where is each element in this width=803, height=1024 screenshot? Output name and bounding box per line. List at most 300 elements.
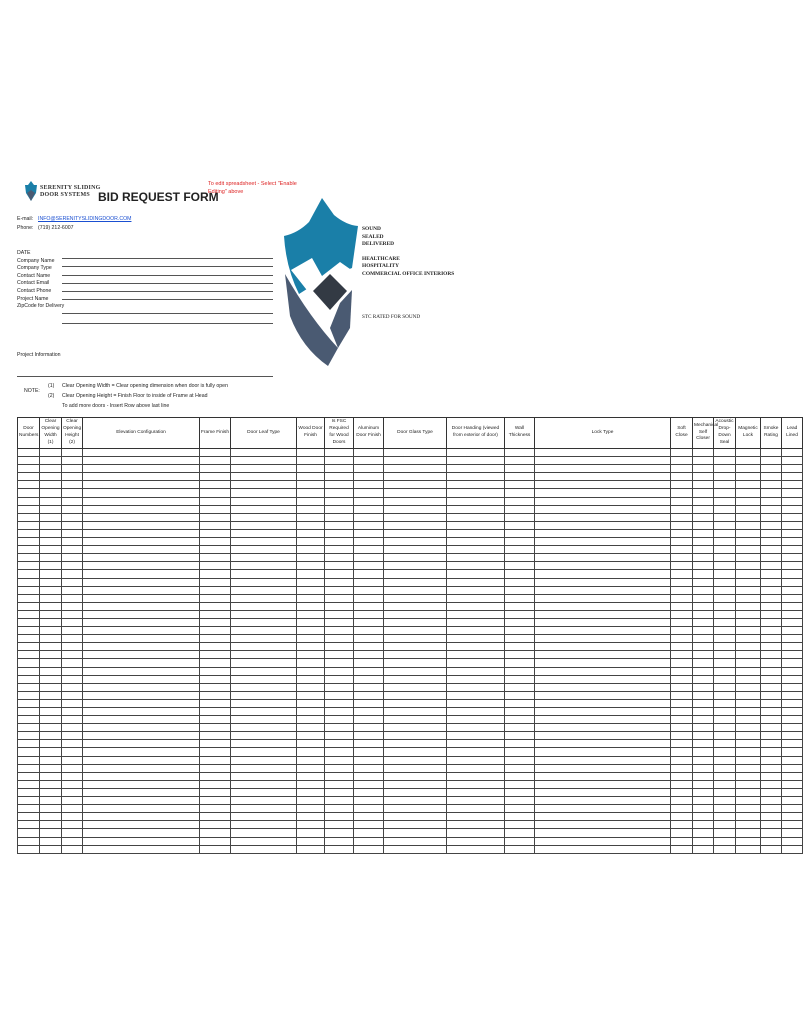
table-cell[interactable]	[62, 449, 83, 457]
table-cell[interactable]	[761, 594, 782, 602]
table-cell[interactable]	[693, 618, 714, 626]
table-cell[interactable]	[505, 772, 535, 780]
table-cell[interactable]	[297, 716, 325, 724]
table-cell[interactable]	[62, 805, 83, 813]
table-cell[interactable]	[200, 465, 231, 473]
table-cell[interactable]	[354, 546, 384, 554]
table-cell[interactable]	[535, 538, 671, 546]
table-cell[interactable]	[447, 797, 505, 805]
table-cell[interactable]	[535, 489, 671, 497]
table-cell[interactable]	[693, 683, 714, 691]
table-cell[interactable]	[18, 732, 40, 740]
table-cell[interactable]	[671, 788, 693, 796]
table-cell[interactable]	[200, 473, 231, 481]
table-cell[interactable]	[325, 716, 354, 724]
table-cell[interactable]	[782, 457, 803, 465]
table-cell[interactable]	[693, 845, 714, 853]
table-cell[interactable]	[736, 513, 761, 521]
table-cell[interactable]	[200, 732, 231, 740]
table-cell[interactable]	[535, 473, 671, 481]
table-cell[interactable]	[297, 821, 325, 829]
table-cell[interactable]	[83, 473, 200, 481]
table-cell[interactable]	[297, 829, 325, 837]
table-cell[interactable]	[782, 643, 803, 651]
table-cell[interactable]	[384, 659, 447, 667]
table-cell[interactable]	[231, 667, 297, 675]
table-cell[interactable]	[354, 481, 384, 489]
table-cell[interactable]	[535, 683, 671, 691]
table-cell[interactable]	[354, 821, 384, 829]
table-cell[interactable]	[782, 521, 803, 529]
table-cell[interactable]	[384, 724, 447, 732]
table-cell[interactable]	[761, 562, 782, 570]
table-cell[interactable]	[384, 683, 447, 691]
table-cell[interactable]	[736, 538, 761, 546]
table-cell[interactable]	[231, 829, 297, 837]
table-cell[interactable]	[384, 708, 447, 716]
table-cell[interactable]	[231, 473, 297, 481]
table-cell[interactable]	[18, 829, 40, 837]
table-cell[interactable]	[736, 821, 761, 829]
table-cell[interactable]	[231, 837, 297, 845]
table-cell[interactable]	[535, 465, 671, 473]
table-cell[interactable]	[761, 513, 782, 521]
table-cell[interactable]	[18, 756, 40, 764]
table-cell[interactable]	[297, 618, 325, 626]
table-cell[interactable]	[62, 562, 83, 570]
table-cell[interactable]	[231, 797, 297, 805]
table-cell[interactable]	[736, 497, 761, 505]
table-cell[interactable]	[782, 602, 803, 610]
table-cell[interactable]	[505, 529, 535, 537]
table-cell[interactable]	[714, 554, 736, 562]
table-cell[interactable]	[736, 772, 761, 780]
table-cell[interactable]	[40, 691, 62, 699]
table-cell[interactable]	[200, 772, 231, 780]
table-cell[interactable]	[505, 578, 535, 586]
table-cell[interactable]	[200, 780, 231, 788]
table-cell[interactable]	[18, 837, 40, 845]
table-cell[interactable]	[535, 780, 671, 788]
table-cell[interactable]	[384, 618, 447, 626]
table-cell[interactable]	[693, 594, 714, 602]
table-cell[interactable]	[714, 829, 736, 837]
table-cell[interactable]	[384, 489, 447, 497]
table-cell[interactable]	[505, 821, 535, 829]
table-cell[interactable]	[354, 505, 384, 513]
table-cell[interactable]	[671, 578, 693, 586]
table-cell[interactable]	[231, 788, 297, 796]
table-cell[interactable]	[83, 805, 200, 813]
table-cell[interactable]	[200, 578, 231, 586]
table-cell[interactable]	[505, 546, 535, 554]
table-cell[interactable]	[200, 764, 231, 772]
table-cell[interactable]	[354, 732, 384, 740]
table-cell[interactable]	[447, 586, 505, 594]
table-cell[interactable]	[693, 497, 714, 505]
table-cell[interactable]	[761, 829, 782, 837]
table-cell[interactable]	[83, 586, 200, 594]
table-cell[interactable]	[736, 465, 761, 473]
table-cell[interactable]	[200, 627, 231, 635]
table-cell[interactable]	[384, 732, 447, 740]
table-cell[interactable]	[505, 724, 535, 732]
table-cell[interactable]	[200, 521, 231, 529]
table-cell[interactable]	[761, 683, 782, 691]
contact-email-input-line[interactable]	[62, 291, 273, 292]
table-cell[interactable]	[40, 618, 62, 626]
table-cell[interactable]	[782, 748, 803, 756]
table-cell[interactable]	[18, 691, 40, 699]
table-cell[interactable]	[761, 821, 782, 829]
table-cell[interactable]	[18, 845, 40, 853]
table-cell[interactable]	[714, 465, 736, 473]
table-cell[interactable]	[447, 821, 505, 829]
table-cell[interactable]	[40, 513, 62, 521]
table-cell[interactable]	[62, 659, 83, 667]
table-cell[interactable]	[447, 473, 505, 481]
table-cell[interactable]	[40, 740, 62, 748]
table-cell[interactable]	[736, 699, 761, 707]
table-cell[interactable]	[62, 457, 83, 465]
table-cell[interactable]	[200, 602, 231, 610]
table-cell[interactable]	[200, 570, 231, 578]
table-cell[interactable]	[231, 538, 297, 546]
table-cell[interactable]	[693, 562, 714, 570]
table-cell[interactable]	[18, 748, 40, 756]
table-cell[interactable]	[693, 513, 714, 521]
table-cell[interactable]	[447, 481, 505, 489]
table-cell[interactable]	[40, 675, 62, 683]
table-cell[interactable]	[83, 578, 200, 586]
table-cell[interactable]	[325, 457, 354, 465]
table-cell[interactable]	[535, 554, 671, 562]
table-cell[interactable]	[325, 772, 354, 780]
table-cell[interactable]	[693, 780, 714, 788]
table-cell[interactable]	[782, 797, 803, 805]
table-cell[interactable]	[18, 740, 40, 748]
table-cell[interactable]	[782, 627, 803, 635]
table-cell[interactable]	[200, 586, 231, 594]
table-cell[interactable]	[535, 772, 671, 780]
table-cell[interactable]	[782, 756, 803, 764]
table-cell[interactable]	[354, 780, 384, 788]
table-cell[interactable]	[231, 521, 297, 529]
table-cell[interactable]	[761, 554, 782, 562]
table-cell[interactable]	[325, 780, 354, 788]
table-cell[interactable]	[40, 529, 62, 537]
table-cell[interactable]	[62, 627, 83, 635]
table-cell[interactable]	[384, 764, 447, 772]
table-cell[interactable]	[40, 788, 62, 796]
table-cell[interactable]	[693, 659, 714, 667]
table-cell[interactable]	[18, 513, 40, 521]
table-cell[interactable]	[671, 521, 693, 529]
table-cell[interactable]	[231, 586, 297, 594]
table-cell[interactable]	[83, 732, 200, 740]
table-cell[interactable]	[62, 489, 83, 497]
table-cell[interactable]	[671, 497, 693, 505]
table-cell[interactable]	[693, 732, 714, 740]
table-cell[interactable]	[447, 578, 505, 586]
table-cell[interactable]	[83, 797, 200, 805]
table-cell[interactable]	[18, 764, 40, 772]
table-cell[interactable]	[782, 489, 803, 497]
table-cell[interactable]	[535, 570, 671, 578]
table-cell[interactable]	[40, 797, 62, 805]
table-cell[interactable]	[354, 772, 384, 780]
table-cell[interactable]	[384, 529, 447, 537]
table-cell[interactable]	[231, 602, 297, 610]
table-cell[interactable]	[40, 635, 62, 643]
table-cell[interactable]	[535, 797, 671, 805]
table-cell[interactable]	[782, 772, 803, 780]
table-cell[interactable]	[325, 837, 354, 845]
table-cell[interactable]	[761, 732, 782, 740]
table-cell[interactable]	[535, 497, 671, 505]
table-cell[interactable]	[18, 505, 40, 513]
table-cell[interactable]	[200, 724, 231, 732]
table-cell[interactable]	[447, 489, 505, 497]
table-cell[interactable]	[83, 635, 200, 643]
table-cell[interactable]	[231, 716, 297, 724]
table-cell[interactable]	[231, 618, 297, 626]
table-cell[interactable]	[714, 748, 736, 756]
table-cell[interactable]	[18, 618, 40, 626]
table-cell[interactable]	[714, 481, 736, 489]
table-cell[interactable]	[782, 610, 803, 618]
table-cell[interactable]	[782, 570, 803, 578]
table-cell[interactable]	[40, 772, 62, 780]
table-cell[interactable]	[354, 764, 384, 772]
table-cell[interactable]	[736, 691, 761, 699]
table-cell[interactable]	[693, 699, 714, 707]
table-cell[interactable]	[200, 699, 231, 707]
table-cell[interactable]	[714, 675, 736, 683]
table-cell[interactable]	[40, 497, 62, 505]
table-cell[interactable]	[505, 764, 535, 772]
table-cell[interactable]	[384, 805, 447, 813]
table-cell[interactable]	[200, 837, 231, 845]
table-cell[interactable]	[83, 627, 200, 635]
table-cell[interactable]	[761, 449, 782, 457]
table-cell[interactable]	[18, 554, 40, 562]
table-cell[interactable]	[693, 627, 714, 635]
table-cell[interactable]	[297, 594, 325, 602]
table-cell[interactable]	[714, 594, 736, 602]
table-cell[interactable]	[384, 740, 447, 748]
table-cell[interactable]	[782, 829, 803, 837]
table-cell[interactable]	[83, 562, 200, 570]
table-cell[interactable]	[736, 473, 761, 481]
table-cell[interactable]	[200, 667, 231, 675]
table-cell[interactable]	[505, 602, 535, 610]
table-cell[interactable]	[62, 570, 83, 578]
table-cell[interactable]	[671, 570, 693, 578]
table-cell[interactable]	[535, 602, 671, 610]
table-cell[interactable]	[782, 837, 803, 845]
table-cell[interactable]	[782, 546, 803, 554]
table-cell[interactable]	[325, 659, 354, 667]
table-cell[interactable]	[325, 586, 354, 594]
table-cell[interactable]	[505, 716, 535, 724]
table-cell[interactable]	[761, 529, 782, 537]
table-cell[interactable]	[18, 586, 40, 594]
table-cell[interactable]	[782, 449, 803, 457]
table-cell[interactable]	[40, 659, 62, 667]
table-cell[interactable]	[761, 538, 782, 546]
table-cell[interactable]	[231, 489, 297, 497]
table-cell[interactable]	[83, 594, 200, 602]
table-cell[interactable]	[62, 813, 83, 821]
table-cell[interactable]	[782, 505, 803, 513]
table-cell[interactable]	[297, 489, 325, 497]
table-cell[interactable]	[671, 610, 693, 618]
table-cell[interactable]	[384, 627, 447, 635]
table-cell[interactable]	[505, 643, 535, 651]
table-cell[interactable]	[83, 457, 200, 465]
table-cell[interactable]	[714, 756, 736, 764]
table-cell[interactable]	[354, 805, 384, 813]
table-cell[interactable]	[62, 465, 83, 473]
table-cell[interactable]	[714, 651, 736, 659]
table-cell[interactable]	[83, 708, 200, 716]
table-cell[interactable]	[354, 797, 384, 805]
table-cell[interactable]	[714, 586, 736, 594]
table-cell[interactable]	[62, 845, 83, 853]
table-cell[interactable]	[761, 837, 782, 845]
table-cell[interactable]	[761, 497, 782, 505]
table-cell[interactable]	[693, 651, 714, 659]
table-cell[interactable]	[325, 546, 354, 554]
table-cell[interactable]	[354, 708, 384, 716]
table-cell[interactable]	[354, 457, 384, 465]
table-cell[interactable]	[736, 449, 761, 457]
table-cell[interactable]	[297, 772, 325, 780]
table-cell[interactable]	[384, 837, 447, 845]
contact-name-input-line[interactable]	[62, 283, 273, 284]
table-cell[interactable]	[761, 602, 782, 610]
table-cell[interactable]	[231, 513, 297, 521]
table-cell[interactable]	[693, 505, 714, 513]
table-cell[interactable]	[18, 805, 40, 813]
table-cell[interactable]	[693, 473, 714, 481]
table-cell[interactable]	[18, 772, 40, 780]
table-cell[interactable]	[354, 618, 384, 626]
table-cell[interactable]	[505, 837, 535, 845]
table-cell[interactable]	[83, 513, 200, 521]
company-type-input-line[interactable]	[62, 275, 273, 276]
table-cell[interactable]	[40, 602, 62, 610]
table-cell[interactable]	[40, 521, 62, 529]
table-cell[interactable]	[231, 813, 297, 821]
table-cell[interactable]	[384, 481, 447, 489]
table-cell[interactable]	[83, 683, 200, 691]
table-cell[interactable]	[200, 594, 231, 602]
table-cell[interactable]	[62, 618, 83, 626]
table-cell[interactable]	[83, 659, 200, 667]
table-cell[interactable]	[671, 772, 693, 780]
table-cell[interactable]	[671, 505, 693, 513]
table-cell[interactable]	[505, 788, 535, 796]
table-cell[interactable]	[714, 845, 736, 853]
table-cell[interactable]	[325, 805, 354, 813]
table-cell[interactable]	[693, 716, 714, 724]
table-cell[interactable]	[447, 772, 505, 780]
table-cell[interactable]	[736, 586, 761, 594]
table-cell[interactable]	[714, 699, 736, 707]
table-cell[interactable]	[693, 756, 714, 764]
table-cell[interactable]	[714, 837, 736, 845]
table-cell[interactable]	[384, 521, 447, 529]
table-cell[interactable]	[761, 457, 782, 465]
table-cell[interactable]	[447, 748, 505, 756]
table-cell[interactable]	[693, 538, 714, 546]
table-cell[interactable]	[40, 481, 62, 489]
table-cell[interactable]	[62, 538, 83, 546]
table-cell[interactable]	[671, 513, 693, 521]
table-cell[interactable]	[40, 643, 62, 651]
table-cell[interactable]	[447, 675, 505, 683]
table-cell[interactable]	[18, 473, 40, 481]
table-cell[interactable]	[693, 788, 714, 796]
table-cell[interactable]	[714, 724, 736, 732]
table-cell[interactable]	[535, 724, 671, 732]
table-cell[interactable]	[40, 667, 62, 675]
table-cell[interactable]	[384, 505, 447, 513]
table-cell[interactable]	[231, 562, 297, 570]
table-cell[interactable]	[535, 675, 671, 683]
table-cell[interactable]	[231, 594, 297, 602]
table-cell[interactable]	[62, 667, 83, 675]
table-cell[interactable]	[671, 667, 693, 675]
table-cell[interactable]	[18, 465, 40, 473]
table-cell[interactable]	[736, 602, 761, 610]
table-cell[interactable]	[83, 829, 200, 837]
table-cell[interactable]	[62, 521, 83, 529]
table-cell[interactable]	[18, 570, 40, 578]
table-cell[interactable]	[761, 521, 782, 529]
table-cell[interactable]	[761, 764, 782, 772]
table-cell[interactable]	[384, 465, 447, 473]
table-cell[interactable]	[325, 699, 354, 707]
table-cell[interactable]	[447, 627, 505, 635]
table-cell[interactable]	[714, 505, 736, 513]
table-cell[interactable]	[671, 716, 693, 724]
email-link[interactable]: INFO@SERENITYSLIDINGDOOR.COM	[38, 216, 132, 222]
table-cell[interactable]	[231, 610, 297, 618]
table-cell[interactable]	[18, 497, 40, 505]
table-cell[interactable]	[782, 821, 803, 829]
table-cell[interactable]	[40, 651, 62, 659]
table-cell[interactable]	[714, 457, 736, 465]
table-cell[interactable]	[671, 602, 693, 610]
table-cell[interactable]	[325, 513, 354, 521]
table-cell[interactable]	[325, 594, 354, 602]
table-cell[interactable]	[505, 497, 535, 505]
table-cell[interactable]	[714, 602, 736, 610]
table-cell[interactable]	[62, 529, 83, 537]
table-cell[interactable]	[62, 708, 83, 716]
table-cell[interactable]	[535, 708, 671, 716]
table-cell[interactable]	[535, 586, 671, 594]
table-cell[interactable]	[671, 756, 693, 764]
table-cell[interactable]	[62, 788, 83, 796]
table-cell[interactable]	[782, 618, 803, 626]
table-cell[interactable]	[18, 699, 40, 707]
table-cell[interactable]	[18, 521, 40, 529]
table-cell[interactable]	[297, 740, 325, 748]
